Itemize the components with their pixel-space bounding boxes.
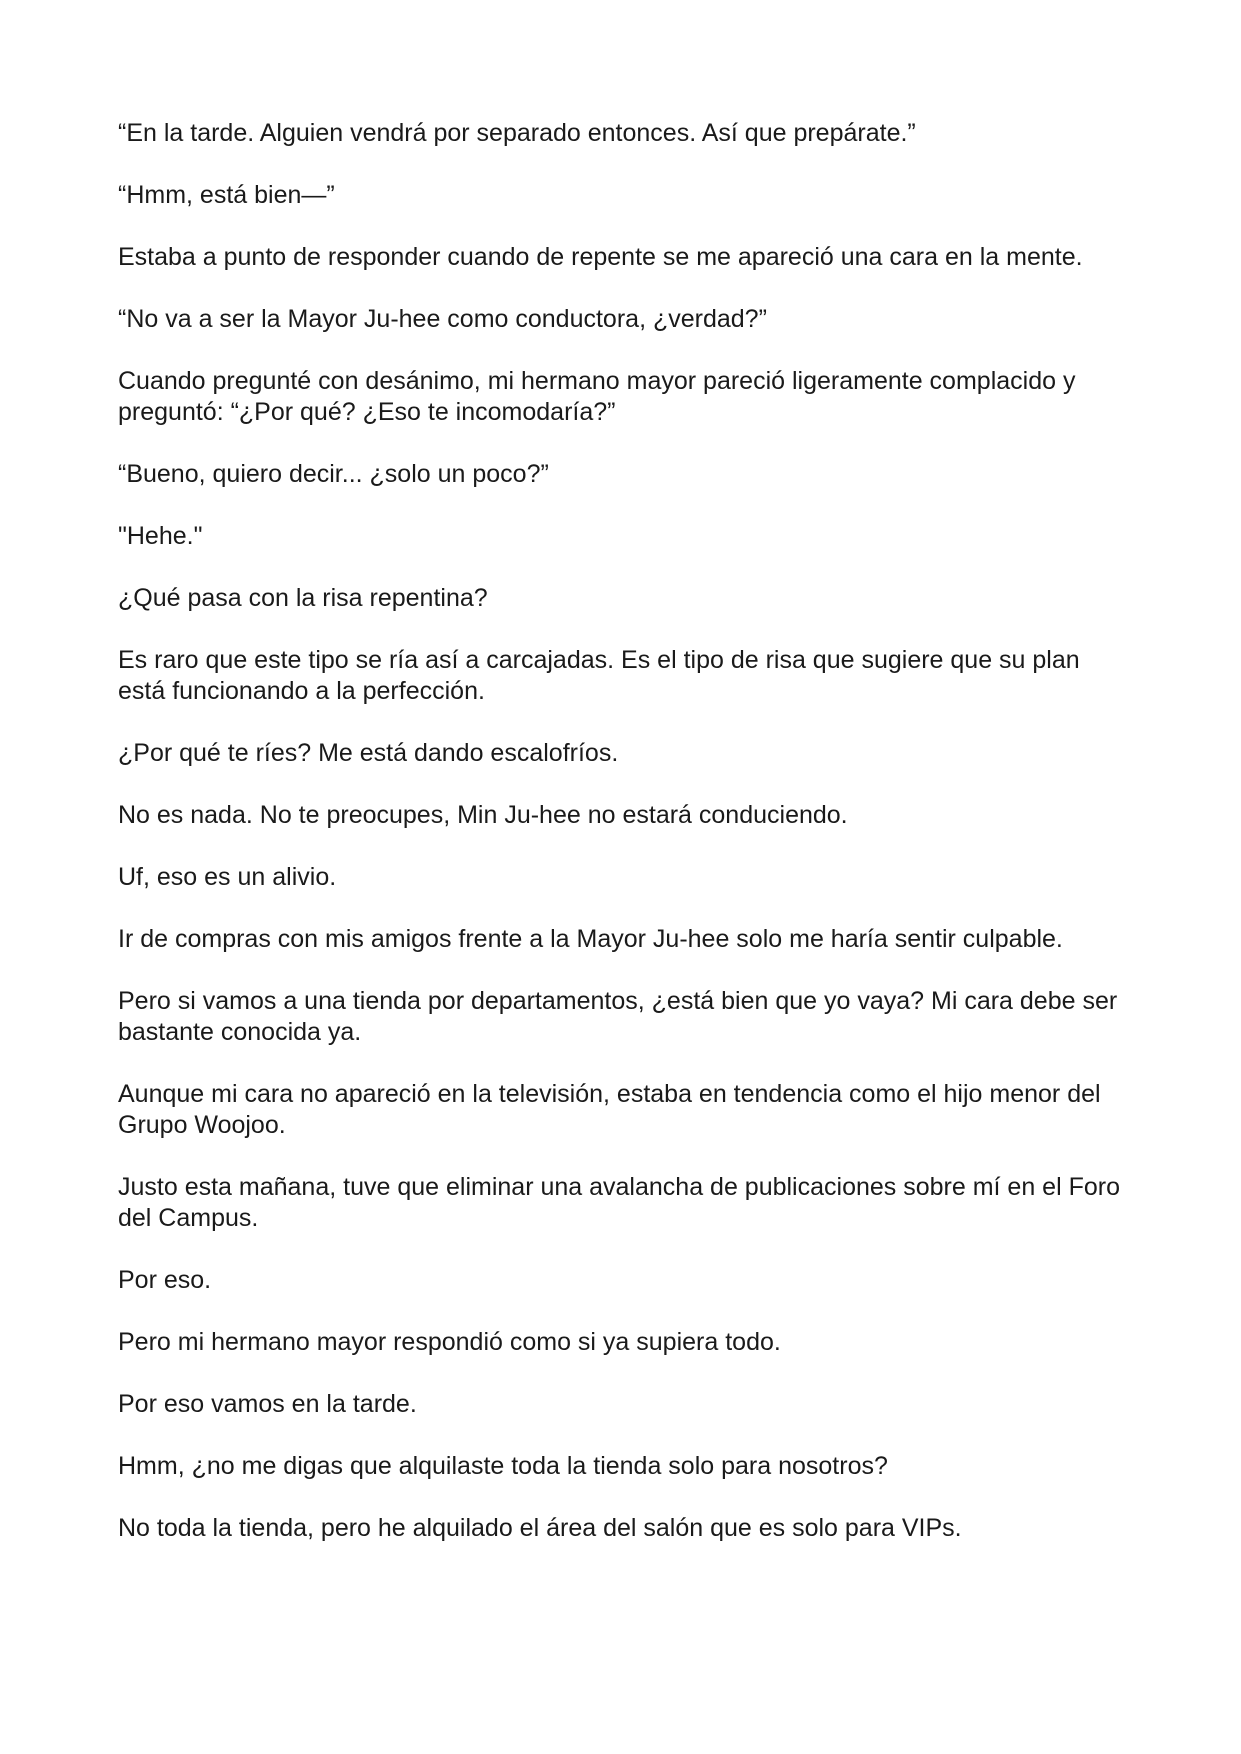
paragraph: ¿Por qué te ríes? Me está dando escalofríos. bbox=[118, 739, 619, 767]
paragraph: Cuando pregunté con desánimo, mi hermano mayor pareció ligeramente complacido y preguntó: “¿Por qué? ¿Eso te incomodaría?” bbox=[118, 367, 1076, 426]
paragraph: Es raro que este tipo se ría así a carcajadas. Es el tipo de risa que sugiere que su plan está funcionando a la perfección. bbox=[118, 646, 1080, 705]
paragraph: “No va a ser la Mayor Ju-hee como conductora, ¿verdad?” bbox=[118, 305, 767, 333]
paragraph: "Hehe." bbox=[118, 522, 203, 550]
paragraph: Uf, eso es un alivio. bbox=[118, 863, 337, 891]
paragraph: Por eso vamos en la tarde. bbox=[118, 1390, 417, 1418]
paragraph: “En la tarde. Alguien vendrá por separado entonces. Así que prepárate.” bbox=[118, 119, 916, 147]
paragraph: Por eso. bbox=[118, 1266, 212, 1294]
paragraph: ¿Qué pasa con la risa repentina? bbox=[118, 584, 488, 612]
paragraph: Pero si vamos a una tienda por departamentos, ¿está bien que yo vaya? Mi cara debe ser bastante conocida ya. bbox=[118, 987, 1118, 1046]
paragraph: Ir de compras con mis amigos frente a la Mayor Ju-hee solo me haría sentir culpable. bbox=[118, 925, 1063, 953]
paragraph: Pero mi hermano mayor respondió como si ya supiera todo. bbox=[118, 1328, 781, 1356]
paragraph: “Bueno, quiero decir... ¿solo un poco?” bbox=[118, 460, 549, 488]
paragraph: No es nada. No te preocupes, Min Ju-hee no estará conduciendo. bbox=[118, 801, 848, 829]
paragraph: No toda la tienda, pero he alquilado el área del salón que es solo para VIPs. bbox=[118, 1514, 962, 1542]
paragraph: Hmm, ¿no me digas que alquilaste toda la tienda solo para nosotros? bbox=[118, 1452, 888, 1480]
paragraph: Aunque mi cara no apareció en la televisión, estaba en tendencia como el hijo menor del Grupo Woojoo. bbox=[118, 1080, 1101, 1139]
paragraph: Justo esta mañana, tuve que eliminar una avalancha de publicaciones sobre mí en el Foro del Campus. bbox=[118, 1173, 1120, 1232]
paragraph: Estaba a punto de responder cuando de repente se me apareció una cara en la mente. bbox=[118, 243, 1083, 271]
paragraph: “Hmm, está bien—” bbox=[118, 181, 335, 209]
document-body bbox=[118, 118, 1128, 1575]
